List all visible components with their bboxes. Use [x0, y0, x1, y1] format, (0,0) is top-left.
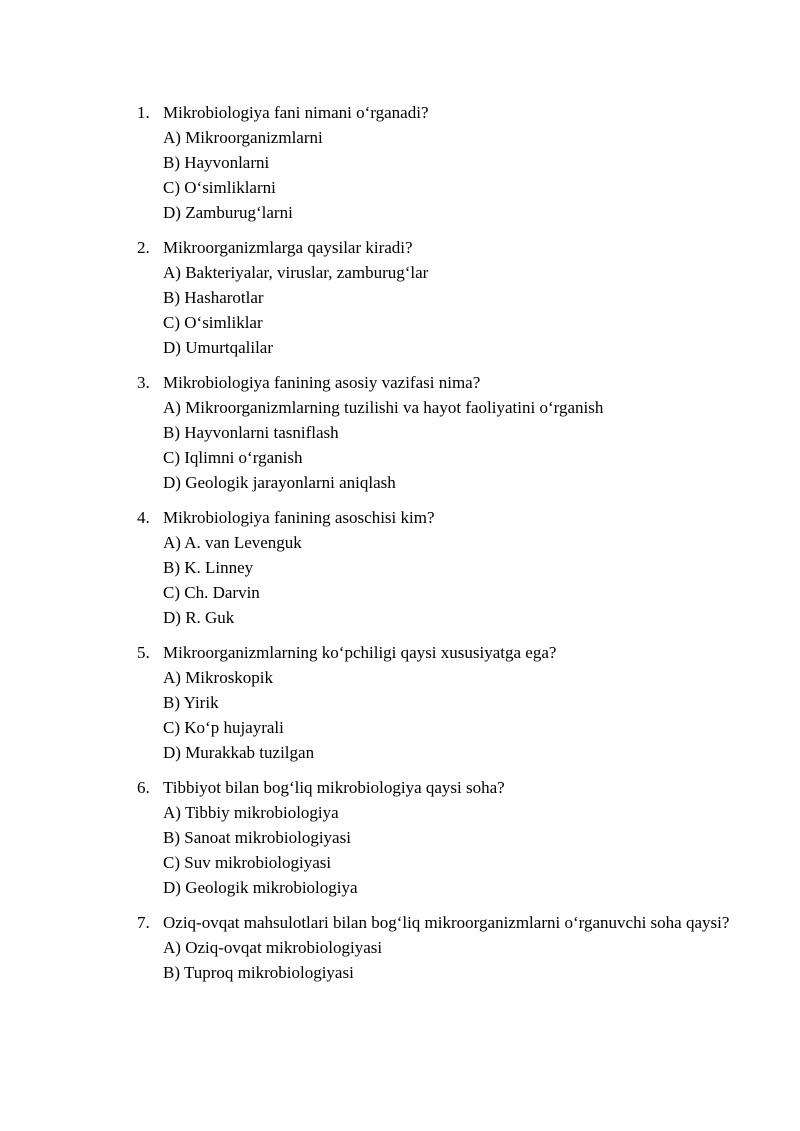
- question-text: Mikrobiologiya fanining asoschisi kim?: [163, 508, 435, 527]
- question-text: Mikroorganizmlarning ko‘pchiligi qaysi xususiyatga ega?: [163, 643, 557, 662]
- question-number: 6.: [137, 778, 150, 797]
- answer-option: C) Iqlimni o‘rganish: [163, 448, 303, 467]
- question-item: [137, 235, 763, 360]
- question-body: [163, 775, 763, 900]
- question-item: [137, 370, 763, 495]
- question-body: [163, 640, 763, 765]
- answer-option: D) Murakkab tuzilgan: [163, 743, 315, 762]
- answer-option: A) A. van Levenguk: [163, 533, 302, 552]
- answer-option: C) Ch. Darvin: [163, 583, 260, 602]
- answer-option: D) Geologik mikrobiologiya: [163, 878, 358, 897]
- question-text: Oziq-ovqat mahsulotlari bilan bog‘liq mikroorganizmlarni o‘rganuvchi soha qaysi?: [163, 913, 730, 932]
- answer-option: D) Zamburug‘larni: [163, 203, 293, 222]
- answer-options: [163, 260, 763, 360]
- answer-options: [163, 935, 763, 985]
- question-number: 3.: [137, 373, 150, 392]
- question-body: [163, 370, 763, 495]
- question-body: [163, 910, 763, 985]
- question-body: [163, 100, 763, 225]
- question-number: 4.: [137, 508, 150, 527]
- answer-options: [163, 395, 763, 495]
- question-number: 7.: [137, 913, 150, 932]
- answer-option: B) Hayvonlarni tasniflash: [163, 423, 339, 442]
- answer-option: D) Geologik jarayonlarni aniqlash: [163, 473, 396, 492]
- answer-option: B) Yirik: [163, 693, 219, 712]
- question-item: [137, 505, 763, 630]
- answer-option: B) Hasharotlar: [163, 288, 264, 307]
- answer-option: B) Hayvonlarni: [163, 153, 270, 172]
- question-text: Mikroorganizmlarga qaysilar kiradi?: [163, 238, 413, 257]
- answer-option: C) Suv mikrobiologiyasi: [163, 853, 332, 872]
- answer-option: A) Bakteriyalar, viruslar, zamburug‘lar: [163, 263, 429, 282]
- answer-option: B) Tuproq mikrobiologiyasi: [163, 963, 354, 982]
- question-text: Mikrobiologiya fani nimani o‘rganadi?: [163, 103, 429, 122]
- question-item: [137, 100, 763, 225]
- answer-option: A) Mikroskopik: [163, 668, 274, 687]
- answer-option: B) Sanoat mikrobiologiyasi: [163, 828, 351, 847]
- question-item: [137, 910, 763, 985]
- answer-options: [163, 665, 763, 765]
- question-item: [137, 640, 763, 765]
- question-body: [163, 505, 763, 630]
- question-text: Tibbiyot bilan bog‘liq mikrobiologiya qaysi soha?: [163, 778, 505, 797]
- question-number: 5.: [137, 643, 150, 662]
- answer-options: [163, 530, 763, 630]
- question-item: [137, 775, 763, 900]
- answer-option: C) Ko‘p hujayrali: [163, 718, 284, 737]
- answer-option: A) Oziq-ovqat mikrobiologiyasi: [163, 938, 383, 957]
- question-number: 1.: [137, 103, 150, 122]
- answer-option: A) Mikroorganizmlarni: [163, 128, 323, 147]
- answer-option: D) Umurtqalilar: [163, 338, 273, 357]
- answer-options: [163, 800, 763, 900]
- answer-option: A) Tibbiy mikrobiologiya: [163, 803, 339, 822]
- question-list: [137, 100, 763, 995]
- question-text: Mikrobiologiya fanining asosiy vazifasi nima?: [163, 373, 481, 392]
- question-number: 2.: [137, 238, 150, 257]
- answer-option: C) O‘simliklar: [163, 313, 263, 332]
- answer-options: [163, 125, 763, 225]
- answer-option: D) R. Guk: [163, 608, 235, 627]
- answer-option: C) O‘simliklarni: [163, 178, 276, 197]
- answer-option: A) Mikroorganizmlarning tuzilishi va hayot faoliyatini o‘rganish: [163, 398, 604, 417]
- question-body: [163, 235, 763, 360]
- answer-option: B) K. Linney: [163, 558, 254, 577]
